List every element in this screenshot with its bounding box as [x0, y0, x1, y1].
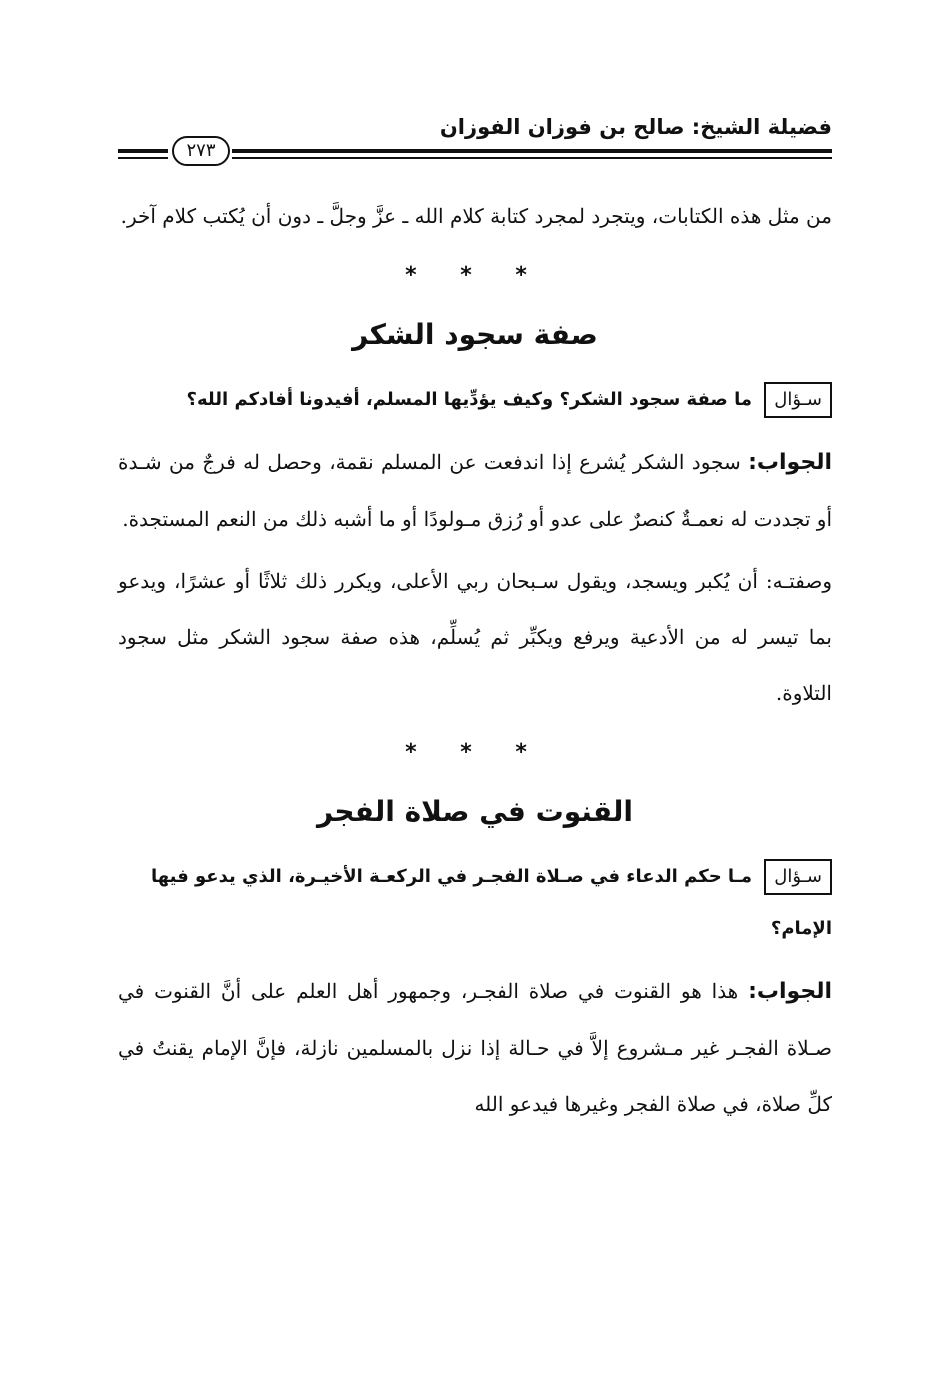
- header-rule-thin: [232, 157, 832, 159]
- question-text: ما صفة سجود الشكر؟ وكيف يؤدِّيها المسلم، أفيدونا أفادكم الله؟: [186, 389, 752, 410]
- intro-paragraph: من مثل هذه الكتابات، ويتجرد لمجرد كتابة كلام الله ـ عزَّ وجلَّ ـ دون أن يُكتب كلام آخر.: [120, 204, 832, 228]
- question-shukr: [118, 374, 832, 426]
- answer-label: الجواب:: [748, 979, 832, 1004]
- question-badge: سـؤال: [764, 382, 832, 418]
- answer-text: سجود الشكر يُشرع إذا اندفعت عن المسلم نقمة، وحصل له فرجٌ من شـدة أو تجددت له نعمـةٌ كنصرٌ على عدو أو رُزق مـولودًا أو ما أشبه ذلك من النعم المستجدة.: [118, 450, 832, 531]
- answer-qunut: [118, 963, 832, 1132]
- question-badge: سـؤال: [764, 859, 832, 895]
- answer-text: هذا هو القنوت في صلاة الفجـر، وجمهور أهل العلم على أنَّ القنوت في صـلاة الفجـر غير مـشروع إلاَّ في حـالة إذا نزل بالمسلمين نازلة، فإنَّ الإمام يقنتُ في كلِّ صلاة، في صلاة الفجر وغيرها فيدعو الله: [118, 979, 832, 1116]
- header-rule-left-thin: [118, 157, 168, 159]
- page-number: ٢٧٣: [172, 136, 230, 166]
- question-text: مـا حكم الدعاء في صـلاة الفجـر في الركعـة الأخيـرة، الذي يدعو فيها الإمام؟: [150, 866, 832, 939]
- paragraph-shukr-description: وصفتـه: أن يُكبر ويسجد، ويقول سـبحان ربي الأعلى، ويكرر ذلك ثلاثًا أو عشرًا، ويدعو بما تيسر له من الأدعية ويرفع ويكبِّر ثم يُسلِّم، هذه صفة سجود الشكر مثل سجود التلاوة.: [118, 569, 832, 705]
- answer-shukr: [118, 434, 832, 547]
- header-rule-thick: [232, 149, 832, 153]
- answer-label: الجواب:: [748, 450, 832, 475]
- section-title-qunut: القنوت في صلاة الفجر: [317, 795, 633, 828]
- page-content: [118, 188, 832, 1132]
- section-title-shukr: صفة سجود الشكر: [352, 318, 598, 351]
- question-qunut: [118, 851, 832, 955]
- header-title: فضيلة الشيخ: صالح بن فوزان الفوزان: [439, 115, 832, 139]
- header-rule-left-thick: [118, 149, 168, 153]
- section-separator: * * *: [405, 740, 545, 765]
- section-separator: * * *: [405, 263, 545, 288]
- page-header: [118, 112, 832, 170]
